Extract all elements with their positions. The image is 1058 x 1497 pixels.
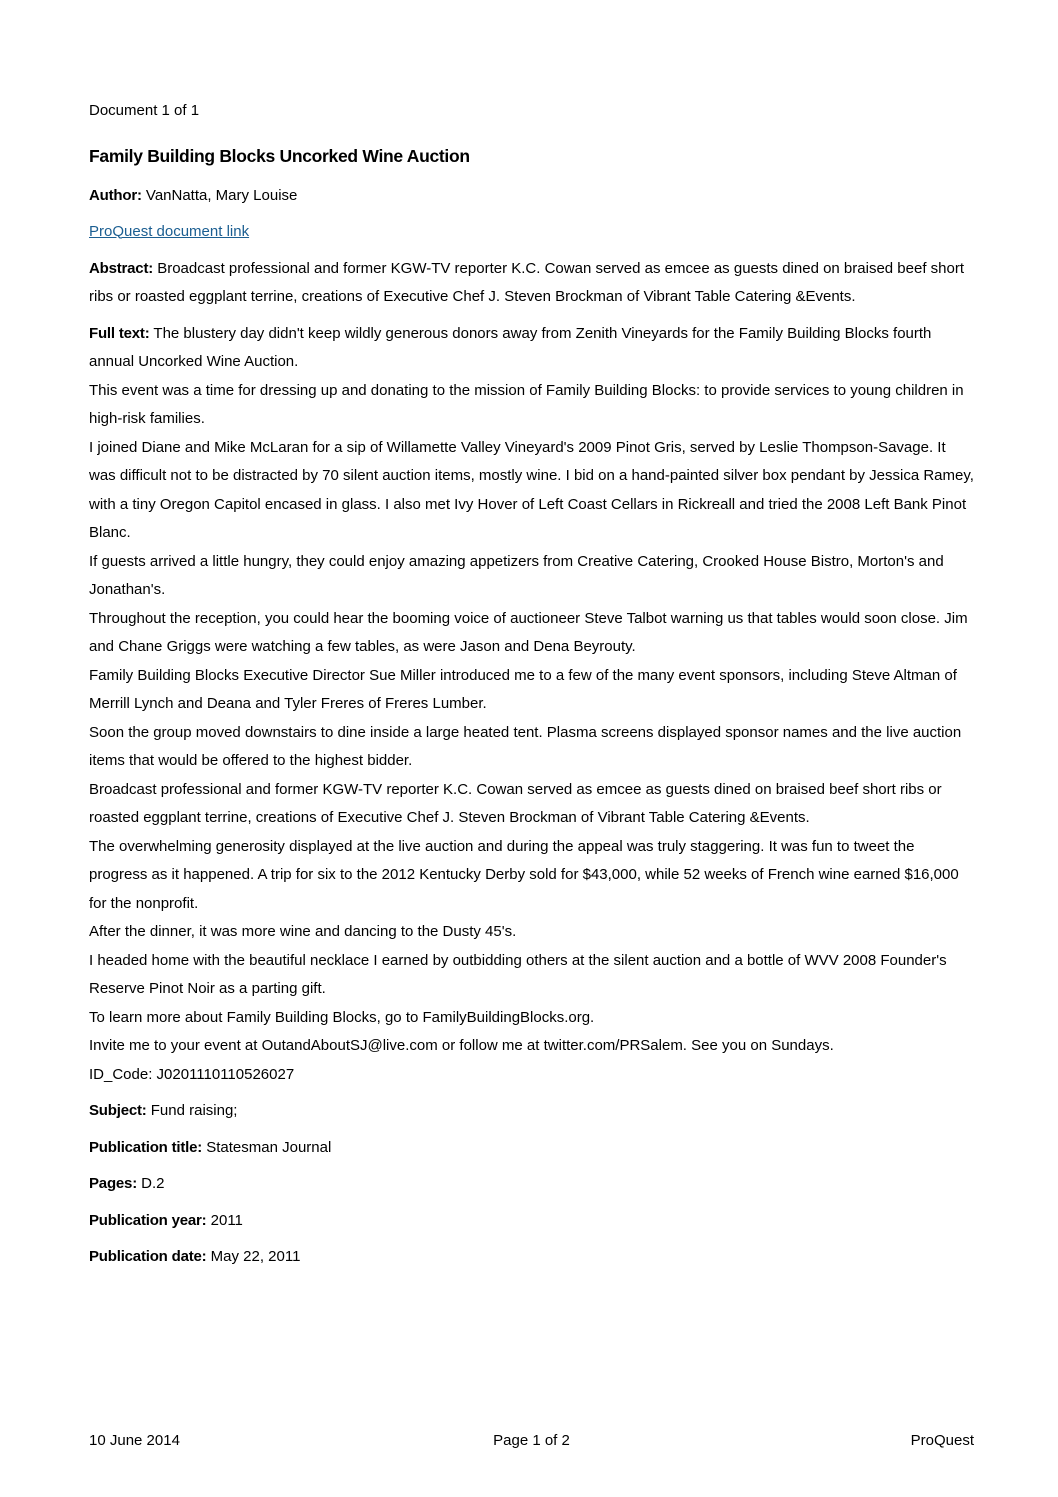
full-text-paragraph: Invite me to your event at OutandAboutSJ@live.com or follow me at twitter.com/PRSalem. See you on Sundays. [89,1037,834,1054]
proquest-link-row [89,219,974,245]
full-text-paragraph: I joined Diane and Mike McLaran for a sip of Willamette Valley Vineyard's 2009 Pinot Gris, served by Leslie Thompson-Savage. It was difficult not to be distracted by 70 silent auction items, mostly wine. I bid on a hand-painted silver box pendant by Jessica Ramey, with a tiny Oregon Capitol encased in glass. I also met Ivy Hover of Left Coast Cellars in Rickreall and tried the 2008 Left Bank Pinot Blanc. [89,438,974,541]
footer-page-number: Page 1 of 2 [493,1432,570,1449]
full-text-label: Full text: [89,324,150,342]
full-text-paragraph: This event was a time for dressing up and donating to the mission of Family Building Blocks: to provide services to young children in high-risk families. [89,381,964,427]
id-code: ID_Code: J0201110110526027 [89,1065,295,1083]
full-text-paragraph: If guests arrived a little hungry, they could enjoy amazing appetizers from Creative Catering, Crooked House Bistro, Morton's and Jonathan's. [89,552,944,598]
author-value: VanNatta, Mary Louise [145,187,298,204]
paragraph-text: The blustery day didn't keep wildly generous donors away from Zenith Vineyards for the Family Building Blocks fourth annual Uncorked Wine Auction. [89,324,932,370]
publication-date-field [89,1243,974,1272]
full-text-paragraph: To learn more about Family Building Blocks, go to FamilyBuildingBlocks.org. [89,1008,595,1026]
publication-year-value: 2011 [210,1211,243,1229]
footer-date: 10 June 2014 [89,1432,180,1449]
abstract-field [89,255,974,312]
author-field [89,182,974,211]
full-text-paragraph: Broadcast professional and former KGW-TV reporter K.C. Cowan served as emcee as guests dined on braised beef short ribs or roasted eggplant terrine, creations of Executive Chef J. Steven Brockman of Vibrant Table Catering &Events. [89,780,942,826]
abstract-text: Broadcast professional and former KGW-TV reporter K.C. Cowan served as emcee as guests dined on braised beef short ribs or roasted eggplant terrine, creations of Executive Chef J. Steven Brockman of Vibrant Table Catering &Events. [89,259,965,305]
publication-year-field [89,1207,974,1236]
full-text-paragraph: Family Building Blocks Executive Director Sue Miller introduced me to a few of the many event sponsors, including Steve Altman of Merrill Lynch and Deana and Tyler Freres of Freres Lumber. [89,666,957,712]
abstract-label: Abstract: [89,259,154,277]
publication-date-label: Publication date: [89,1248,207,1265]
publication-date-value: May 22, 2011 [210,1248,301,1265]
author-label: Author: [89,187,142,204]
subject-field [89,1097,974,1126]
pages-value: D.2 [141,1175,165,1192]
publication-year-label: Publication year: [89,1211,207,1229]
pages-label: Pages: [89,1175,137,1192]
footer-brand: ProQuest [910,1432,974,1449]
subject-label: Subject: [89,1102,147,1119]
pages-field [89,1170,974,1199]
full-text [89,320,974,1090]
full-text-paragraph: Throughout the reception, you could hear the booming voice of auctioneer Steve Talbot warning us that tables would soon close. Jim and Chane Griggs were watching a few tables, as were Jason and Dena Beyrouty. [89,609,968,655]
proquest-document-link[interactable]: ProQuest document link [89,222,250,240]
full-text-paragraph [89,320,974,377]
document-count: Document 1 of 1 [89,102,200,119]
full-text-paragraph: The overwhelming generosity displayed at the live auction and during the appeal was truly staggering. It was fun to tweet the progress as it happened. A trip for six to the 2012 Kentucky Derby sold for $43,000, while 52 weeks of French wine earned $16,000 for the nonprofit. [89,837,959,912]
full-text-paragraph: Soon the group moved downstairs to dine inside a large heated tent. Plasma screens displayed sponsor names and the live auction items that would be offered to the highest bidder. [89,723,962,769]
article-title: Family Building Blocks Uncorked Wine Auction [89,146,470,166]
publication-title-label: Publication title: [89,1138,203,1156]
subject-value: Fund raising; [150,1102,238,1119]
publication-title-value: Statesman Journal [206,1138,332,1156]
publication-title-field [89,1134,974,1163]
full-text-paragraph: I headed home with the beautiful necklace I earned by outbidding others at the silent auction and a bottle of WVV 2008 Founder's Reserve Pinot Noir as a parting gift. [89,951,947,997]
full-text-paragraph: After the dinner, it was more wine and dancing to the Dusty 45's. [89,923,517,940]
document-page [89,98,974,1280]
